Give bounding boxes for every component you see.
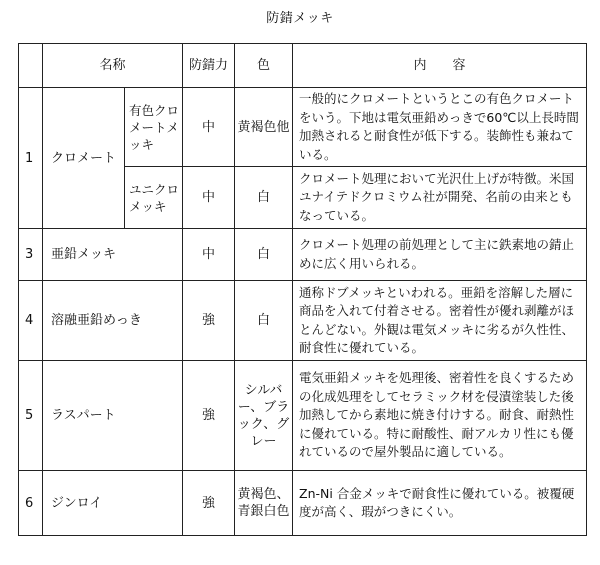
- page-title: 防錆メッキ: [266, 11, 334, 26]
- rust-value: 強: [183, 361, 235, 471]
- sub-name: 有色クロメートメッキ: [125, 88, 183, 167]
- color-value: 白: [235, 229, 293, 281]
- description: クロメート処理の前処理として主に鉄素地の錆止めに広く用いられる。: [293, 229, 587, 281]
- row-number: 3: [19, 229, 43, 281]
- rust-value: 中: [183, 88, 235, 167]
- description: 電気亜鉛メッキを処理後、密着性を良くするための化成処理をしてセラミック材を侵漬塗装した後加熱してから素地に焼き付けする。耐食、耐熱性に優れている。特に耐酸性、耐アルカリ性にも優れているので屋外製品に適している。: [293, 361, 587, 471]
- header-name: 名称: [43, 44, 183, 88]
- table-row: [19, 281, 587, 361]
- header-number: [19, 44, 43, 88]
- group-name: クロメート: [43, 88, 125, 229]
- table-row: [19, 361, 587, 471]
- item-name: ジンロイ: [43, 471, 183, 536]
- sub-name: ユニクロメッキ: [125, 167, 183, 229]
- rust-value: 強: [183, 281, 235, 361]
- rust-value: 強: [183, 471, 235, 536]
- header-color: 色: [235, 44, 293, 88]
- rust-plating-table: [18, 43, 587, 536]
- color-value: 白: [235, 167, 293, 229]
- row-number: 1: [19, 88, 43, 229]
- table-row: [19, 229, 587, 281]
- color-value: シルバー、ブラック、グレー: [235, 361, 293, 471]
- item-name: ラスパート: [43, 361, 183, 471]
- rust-value: 中: [183, 229, 235, 281]
- color-value: 黄褐色他: [235, 88, 293, 167]
- description: 通称ドブメッキといわれる。亜鉛を溶解した層に商品を入れて付着させる。密着性が優れ剥離がほとんどない。外観は電気メッキに劣るが久性性、耐食性に優れている。: [293, 281, 587, 361]
- description: 一般的にクロメートというとこの有色クロメートをいう。下地は電気亜鉛めっきで60℃以上長時間加熱されると耐食性が低下する。装飾性も兼ねている。: [293, 88, 587, 167]
- table-row: [19, 471, 587, 536]
- color-value: 白: [235, 281, 293, 361]
- item-name: 亜鉛メッキ: [43, 229, 183, 281]
- row-number: 4: [19, 281, 43, 361]
- header-row: [19, 44, 587, 88]
- description: Zn-Ni 合金メッキで耐食性に優れている。被覆硬度が高く、瑕がつきにくい。: [293, 471, 587, 536]
- header-content: 内 容: [293, 44, 587, 88]
- description: クロメート処理において光沢仕上げが特徴。米国 ユナイテドクロミウム社が開発、名前の由来ともなっている。: [293, 167, 587, 229]
- row-number: 6: [19, 471, 43, 536]
- rust-value: 中: [183, 167, 235, 229]
- item-name: 溶融亜鉛めっき: [43, 281, 183, 361]
- color-value: 黄褐色、青銀白色: [235, 471, 293, 536]
- row-number: 5: [19, 361, 43, 471]
- table-row: [19, 88, 587, 167]
- header-rust-resistance: 防錆力: [183, 44, 235, 88]
